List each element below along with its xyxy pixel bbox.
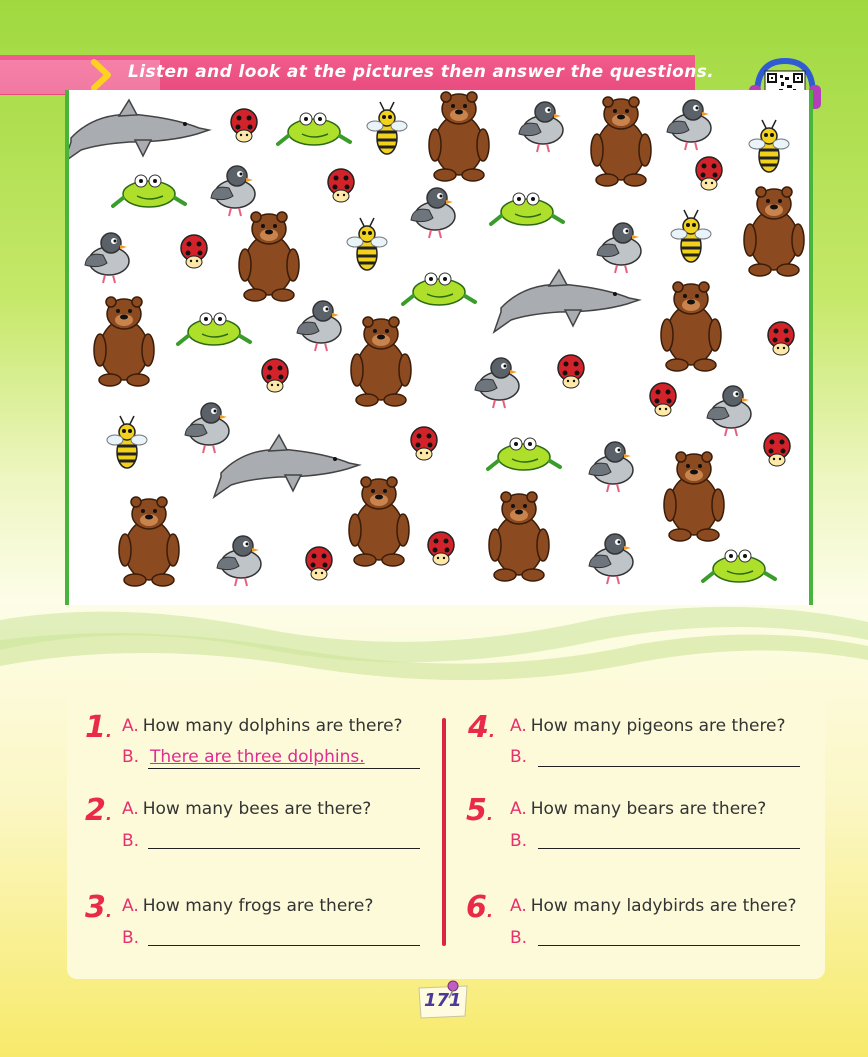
- bear-icon: [429, 92, 489, 181]
- ladybird-icon: [428, 532, 454, 565]
- frog-icon: [491, 193, 563, 225]
- question-1-b-label: B.: [122, 747, 140, 767]
- pigeon-icon: [519, 102, 563, 152]
- column-divider: [442, 718, 446, 946]
- bear-icon: [661, 282, 721, 371]
- bear-icon: [94, 297, 154, 386]
- question-1-text: A. How many dolphins are there?: [122, 716, 403, 736]
- frog-icon: [488, 438, 560, 470]
- bear-icon: [489, 492, 549, 581]
- instruction-text: Listen and look at the pictures then answer the questions.: [128, 62, 715, 82]
- dolphin-icon: [214, 435, 359, 497]
- bear-icon: [664, 452, 724, 541]
- question-4-text: A. How many pigeons are there?: [510, 716, 786, 736]
- answer-2-line[interactable]: [148, 826, 420, 849]
- bear-icon: [119, 497, 179, 586]
- ladybird-icon: [262, 359, 288, 392]
- ladybird-icon: [231, 109, 257, 142]
- question-6-b-label: B.: [510, 928, 528, 948]
- bear-icon: [239, 212, 299, 301]
- ladybird-icon: [558, 355, 584, 388]
- question-number: 4.: [468, 710, 495, 745]
- question-number: 5.: [466, 793, 493, 828]
- answer-1-text: There are three dolphins.: [150, 747, 365, 767]
- pigeon-icon: [411, 188, 455, 238]
- ladybird-icon: [411, 427, 437, 460]
- question-4-b-label: B.: [510, 747, 528, 767]
- question-2-b-label: B.: [122, 831, 140, 851]
- bear-icon: [351, 317, 411, 406]
- pigeon-icon: [597, 223, 641, 273]
- ladybird-icon: [650, 383, 676, 416]
- pigeon-icon: [667, 100, 711, 150]
- frog-icon: [113, 175, 185, 207]
- bear-icon: [744, 187, 804, 276]
- question-2-text: A. How many bees are there?: [122, 799, 372, 819]
- pigeon-icon: [475, 358, 519, 408]
- pigeon-icon: [211, 166, 255, 216]
- pigeon-icon: [297, 301, 341, 351]
- bee-icon: [671, 210, 711, 262]
- question-5-text: A. How many bears are there?: [510, 799, 767, 819]
- question-number: 2.: [85, 793, 112, 828]
- pigeon-icon: [217, 536, 261, 586]
- question-number: 3.: [85, 890, 112, 925]
- pigeon-icon: [707, 386, 751, 436]
- answer-6-line[interactable]: [538, 923, 800, 946]
- ladybird-icon: [306, 547, 332, 580]
- wave-decoration: [0, 600, 868, 690]
- question-5-b-label: B.: [510, 831, 528, 851]
- frog-icon: [403, 273, 475, 305]
- ladybird-icon: [768, 322, 794, 355]
- bee-icon: [107, 416, 147, 468]
- question-3-b-label: B.: [122, 928, 140, 948]
- ladybird-icon: [696, 157, 722, 190]
- frog-icon: [178, 313, 250, 345]
- pigeon-icon: [589, 442, 633, 492]
- bee-icon: [347, 218, 387, 270]
- animal-scene: [69, 90, 809, 605]
- question-3-text: A. How many frogs are there?: [122, 896, 374, 916]
- frog-icon: [278, 113, 350, 145]
- bear-icon: [591, 97, 651, 186]
- bear-icon: [349, 477, 409, 566]
- pigeon-icon: [185, 403, 229, 453]
- pigeon-icon: [85, 233, 129, 283]
- answer-4-line[interactable]: [538, 744, 800, 767]
- question-number: 1.: [85, 710, 112, 745]
- picture-frame: [65, 90, 813, 605]
- dolphin-icon: [69, 100, 209, 162]
- ladybird-icon: [328, 169, 354, 202]
- bee-icon: [367, 102, 407, 154]
- bee-icon: [749, 120, 789, 172]
- ladybird-icon: [181, 235, 207, 268]
- chevron-right-icon: [88, 58, 118, 92]
- question-number: 6.: [466, 890, 493, 925]
- answer-3-line[interactable]: [148, 923, 420, 946]
- frog-icon: [703, 550, 775, 582]
- answer-5-line[interactable]: [538, 826, 800, 849]
- pigeon-icon: [589, 534, 633, 584]
- ladybird-icon: [764, 433, 790, 466]
- dolphin-icon: [494, 270, 639, 332]
- question-6-text: A. How many ladybirds are there?: [510, 896, 797, 916]
- page-number: 171: [424, 990, 462, 1011]
